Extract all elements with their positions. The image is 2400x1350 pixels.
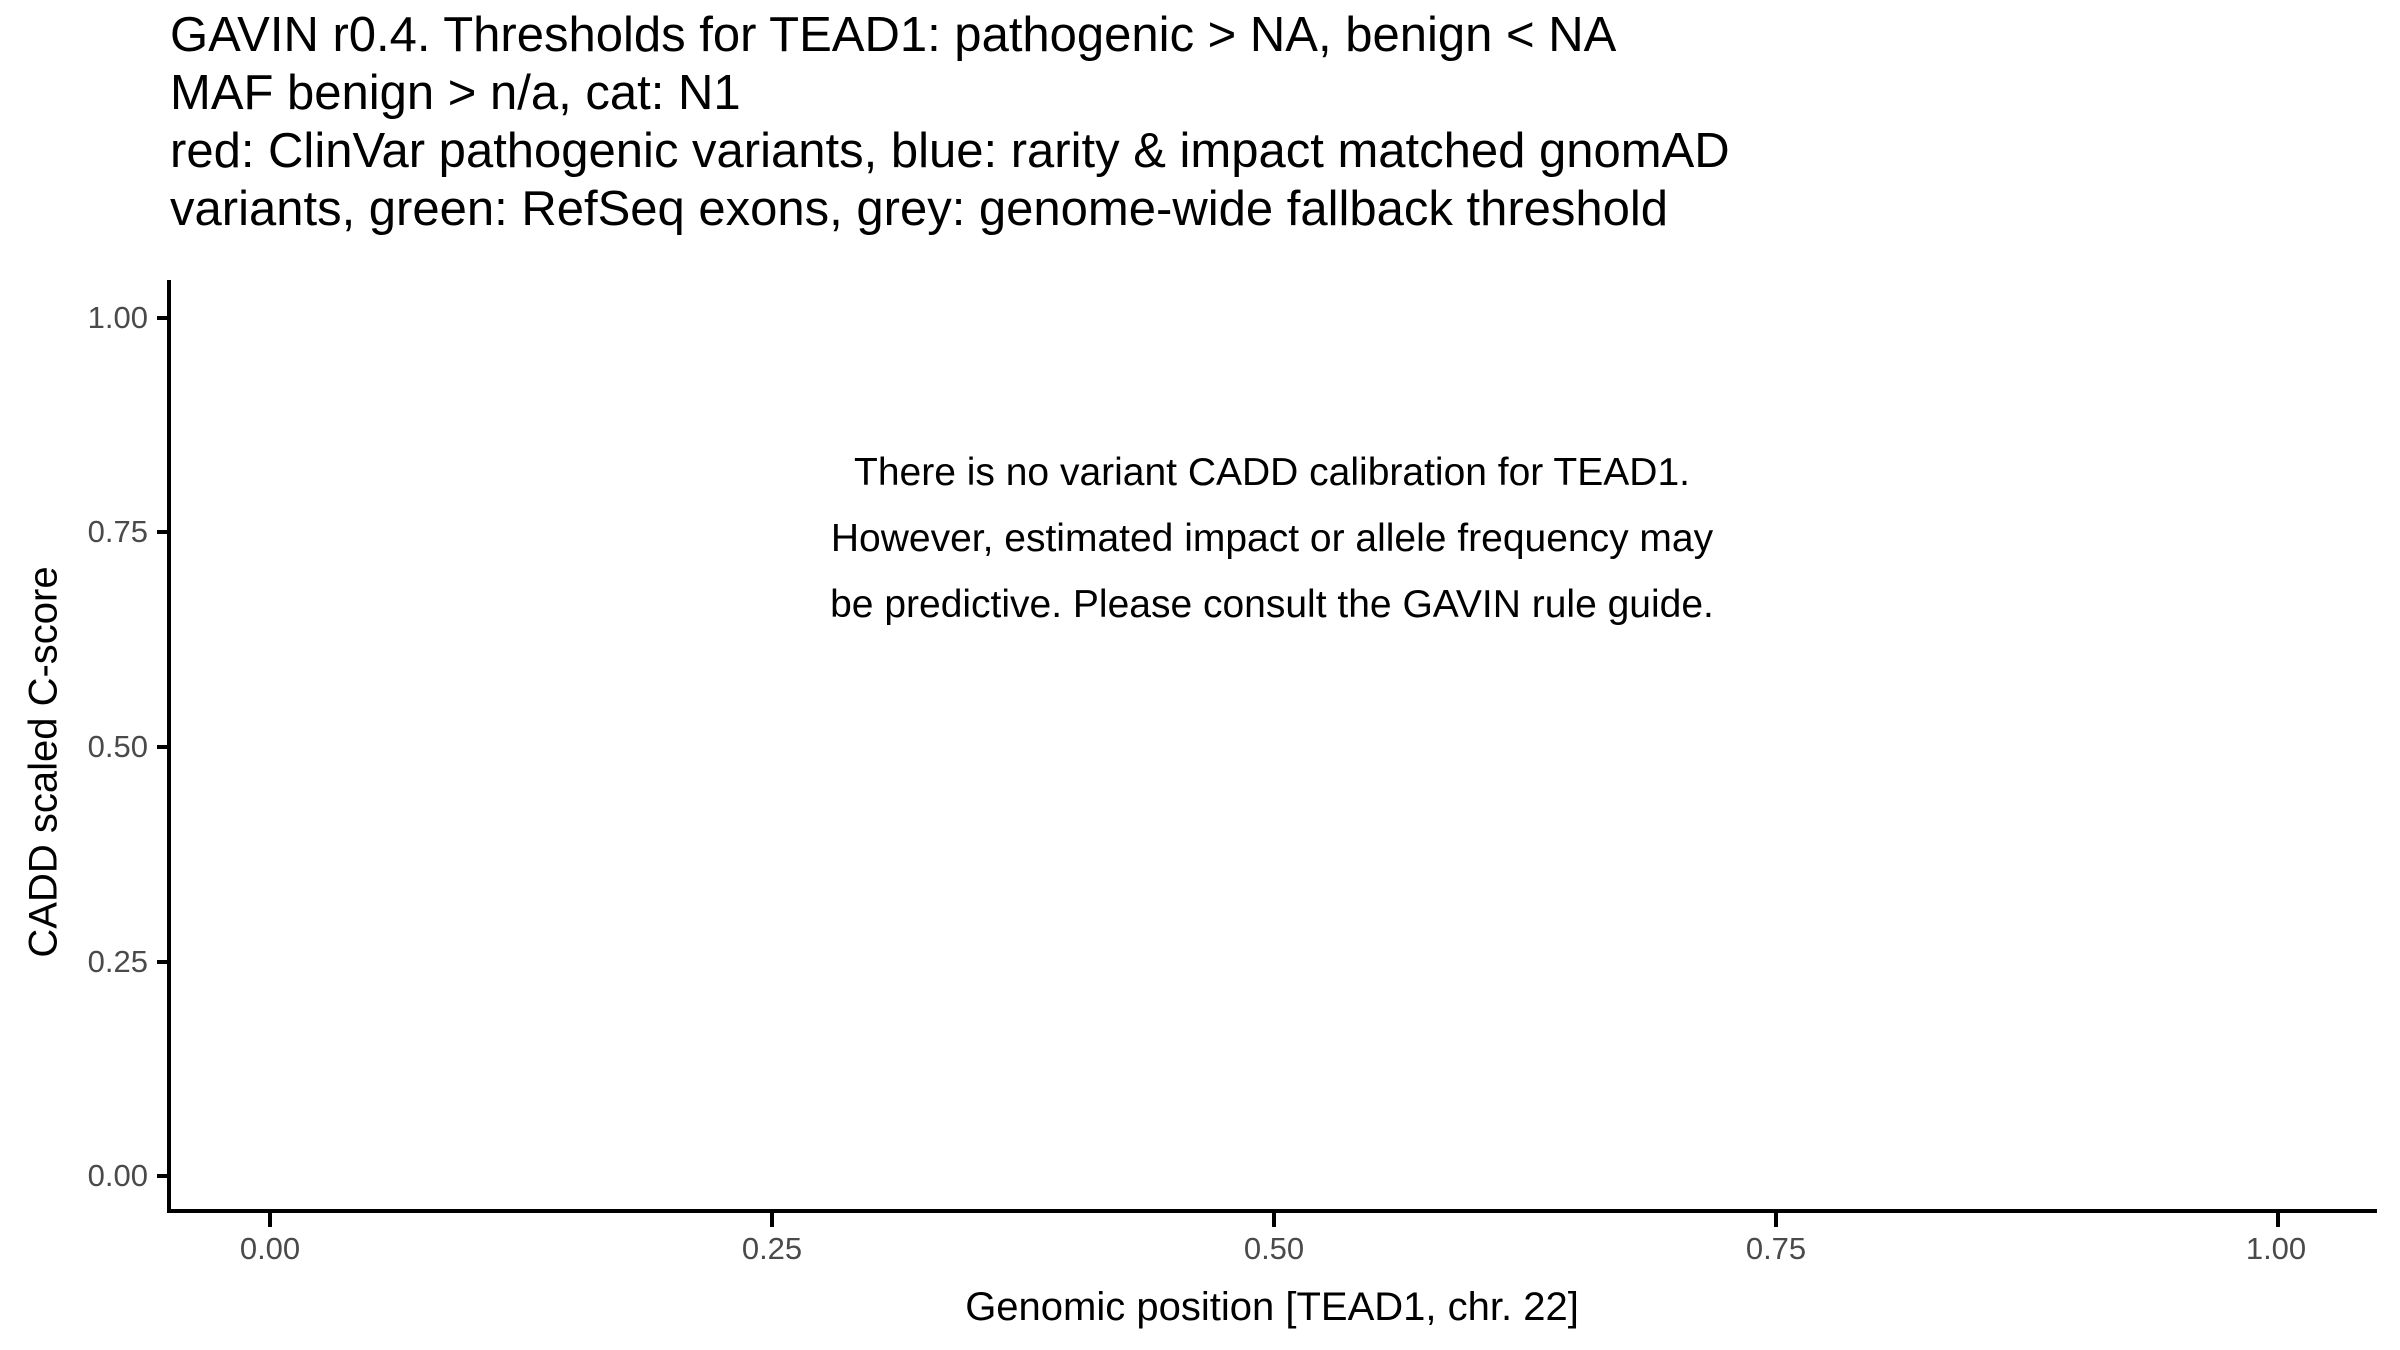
x-tick-mark-1.00 xyxy=(2276,1213,2280,1227)
x-tick-label-0.25: 0.25 xyxy=(741,1231,803,1266)
annotation-line-1: There is no variant CADD calibration for TEAD1. xyxy=(854,451,1690,494)
y-tick-label-1.00: 1.00 xyxy=(87,300,148,335)
y-tick-mark-0.75 xyxy=(157,530,171,534)
plot-title-line-4: variants, green: RefSeq exons, grey: genome-wide fallback threshold xyxy=(170,182,1669,236)
y-tick-mark-0.50 xyxy=(157,745,171,749)
y-tick-mark-0.25 xyxy=(157,960,171,964)
plot-title-line-1: GAVIN r0.4. Thresholds for TEAD1: pathogenic > NA, benign < NA xyxy=(170,8,1617,62)
y-tick-label-0.25: 0.25 xyxy=(87,944,148,979)
x-tick-label-0.50: 0.50 xyxy=(1243,1231,1305,1266)
x-axis-title: Genomic position [TEAD1, chr. 22] xyxy=(965,1285,1579,1329)
x-tick-mark-0.75 xyxy=(1774,1213,1778,1227)
y-tick-label-0.50: 0.50 xyxy=(87,729,148,764)
x-tick-label-0.00: 0.00 xyxy=(239,1231,301,1266)
y-tick-mark-1.00 xyxy=(157,316,171,320)
x-tick-label-0.75: 0.75 xyxy=(1745,1231,1807,1266)
annotation-line-3: be predictive. Please consult the GAVIN rule guide. xyxy=(830,583,1714,626)
plot-title-line-3: red: ClinVar pathogenic variants, blue: rarity & impact matched gnomAD xyxy=(170,124,1730,178)
y-tick-label-0.75: 0.75 xyxy=(87,514,148,549)
x-tick-mark-0.00 xyxy=(268,1213,272,1227)
y-axis-title: CADD scaled C-score xyxy=(21,566,66,958)
plot-title-line-2: MAF benign > n/a, cat: N1 xyxy=(170,66,741,120)
x-tick-label-1.00: 1.00 xyxy=(2245,1231,2307,1266)
x-tick-mark-0.25 xyxy=(770,1213,774,1227)
y-tick-mark-0.00 xyxy=(157,1174,171,1178)
x-tick-mark-0.50 xyxy=(1272,1213,1276,1227)
no-calibration-annotation xyxy=(422,440,2122,638)
annotation-line-2: However, estimated impact or allele frequency may xyxy=(830,517,1714,560)
plot-panel xyxy=(167,280,2377,1213)
plot-title xyxy=(170,6,1730,238)
y-tick-label-0.00: 0.00 xyxy=(87,1158,148,1193)
